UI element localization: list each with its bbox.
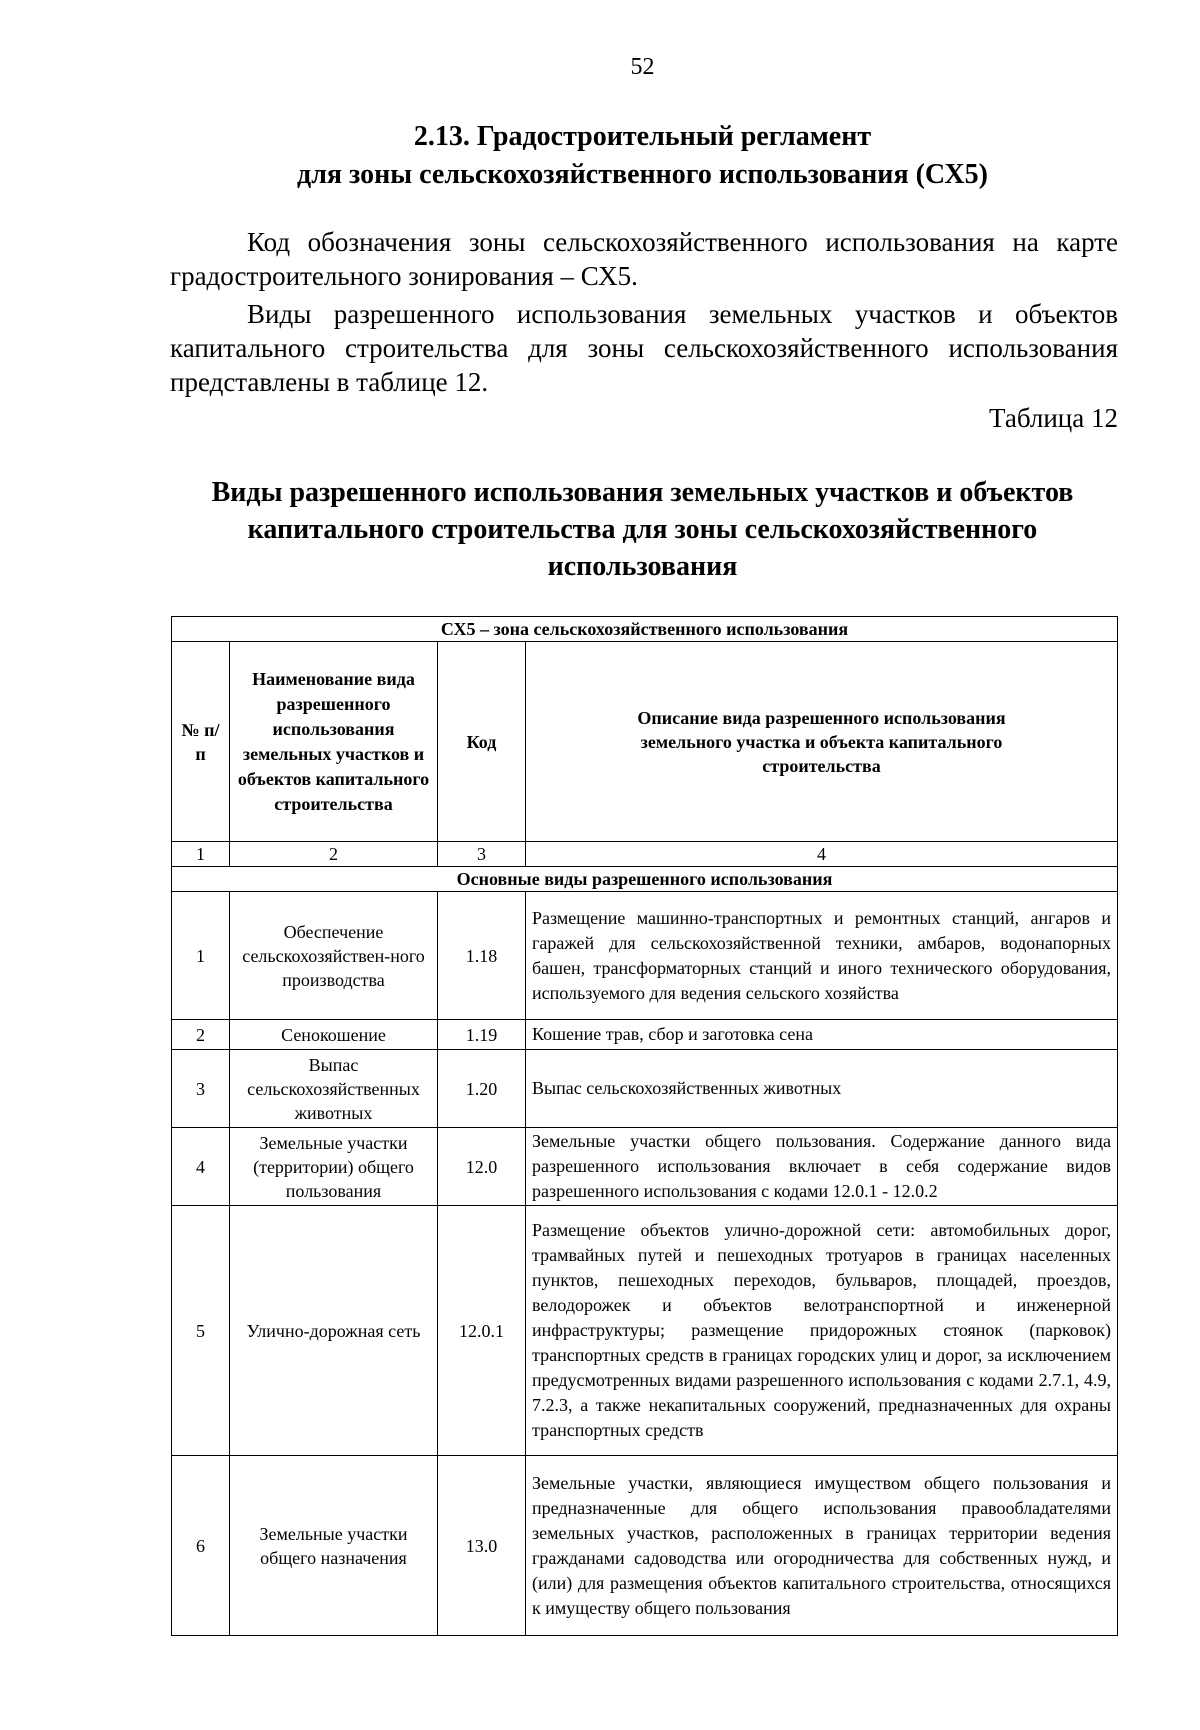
table-row	[172, 1456, 1118, 1636]
row-desc: Земельные участки, являющиеся имуществом общего пользования и предназначенные для общего использования правообладателями земельных участков, расположенных в границах территории ведения гражданами садоводства или огородничества для собственных нужд, и (или) для размещения объектов капитального строительства, относящихся к имуществу общего пользования	[526, 1456, 1118, 1636]
table-row	[172, 892, 1118, 1020]
table-row	[172, 1128, 1118, 1206]
table-row	[172, 1206, 1118, 1456]
table-row	[172, 1020, 1118, 1050]
row-code: 1.19	[438, 1020, 526, 1050]
table-row	[172, 1050, 1118, 1128]
row-code: 12.0	[438, 1128, 526, 1206]
table-title-line1: Виды разрешенного использования земельных участков и объектов	[211, 477, 1074, 508]
row-name: Обеспечение сельскохозяйствен-ного производства	[230, 892, 438, 1020]
header-desc: Описание вида разрешенного использования земельного участка и объекта капитального строительства	[526, 642, 1118, 842]
header-code: Код	[438, 642, 526, 842]
section-header-row	[172, 867, 1118, 892]
row-desc: Кошение трав, сбор и заготовка сена	[526, 1020, 1118, 1050]
row-name: Сенокошение	[230, 1020, 438, 1050]
row-code: 12.0.1	[438, 1206, 526, 1456]
section-heading	[170, 118, 1115, 194]
row-name: Выпас сельскохозяйственных животных	[230, 1050, 438, 1128]
row-num: 2	[172, 1020, 230, 1050]
section-header: Основные виды разрешенного использования	[172, 867, 1118, 892]
column-number: 4	[526, 842, 1118, 867]
row-code: 1.20	[438, 1050, 526, 1128]
paragraph-zone-code: Код обозначения зоны сельскохозяйственного использования на карте градостроительного зонирования – СХ5.	[170, 227, 1118, 291]
row-desc: Размещение машинно-транспортных и ремонтных станций, ангаров и гаражей для сельскохозяйственной техники, амбаров, водонапорных башен, трансформаторных станций и иного технического оборудования, используемого для ведения сельского хозяйства	[526, 892, 1118, 1020]
section-heading-line1: 2.13. Градостроительный регламент	[413, 121, 872, 152]
table-caption: Таблица 12	[989, 403, 1118, 433]
header-name: Наименование вида разрешенного использования земельных участков и объектов капитального строительства	[230, 642, 438, 842]
row-desc: Земельные участки общего пользования. Содержание данного вида разрешенного использования включает в себя содержание видов разрешенного использования с кодами 12.0.1 - 12.0.2	[526, 1128, 1118, 1206]
header-num: № п/п	[172, 642, 230, 842]
row-num: 1	[172, 892, 230, 1020]
row-num: 5	[172, 1206, 230, 1456]
section-heading-line2: для зоны сельскохозяйственного использования (СХ5)	[297, 159, 988, 190]
row-num: 4	[172, 1128, 230, 1206]
row-name: Улично-дорожная сеть	[230, 1206, 438, 1456]
column-number: 2	[230, 842, 438, 867]
row-num: 6	[172, 1456, 230, 1636]
zone-header: СХ5 – зона сельскохозяйственного использования	[172, 617, 1118, 642]
table-title-line2: капитального строительства для зоны сельскохозяйственного	[247, 514, 1038, 545]
row-code: 13.0	[438, 1456, 526, 1636]
row-name: Земельные участки общего назначения	[230, 1456, 438, 1636]
column-header-row	[172, 642, 1118, 842]
row-name: Земельные участки (территории) общего пользования	[230, 1128, 438, 1206]
table-title-line3: использования	[547, 551, 738, 582]
column-number-row	[172, 842, 1118, 867]
row-code: 1.18	[438, 892, 526, 1020]
row-desc: Выпас сельскохозяйственных животных	[526, 1050, 1118, 1128]
column-number: 3	[438, 842, 526, 867]
page-number: 52	[630, 54, 655, 80]
row-num: 3	[172, 1050, 230, 1128]
paragraph-usage-types: Виды разрешенного использования земельных участков и объектов капитального строительства для зоны сельскохозяйственного использования представлены в таблице 12.	[170, 299, 1118, 397]
zone-header-row	[172, 617, 1118, 642]
table-title	[170, 474, 1115, 585]
regulation-table	[171, 616, 1118, 1636]
row-desc: Размещение объектов улично-дорожной сети: автомобильных дорог, трамвайных путей и пешеходных тротуаров в границах населенных пунктов, пешеходных переходов, бульваров, площадей, проездов, велодорожек и объектов велотранспортной и инженерной инфраструктуры; размещение придорожных стоянок (парковок) транспортных средств в границах городских улиц и дорог, за исключением предусмотренных видами разрешенного использования с кодами 2.7.1, 4.9, 7.2.3, а также некапитальных сооружений, предназначенных для охраны транспортных средств	[526, 1206, 1118, 1456]
column-number: 1	[172, 842, 230, 867]
